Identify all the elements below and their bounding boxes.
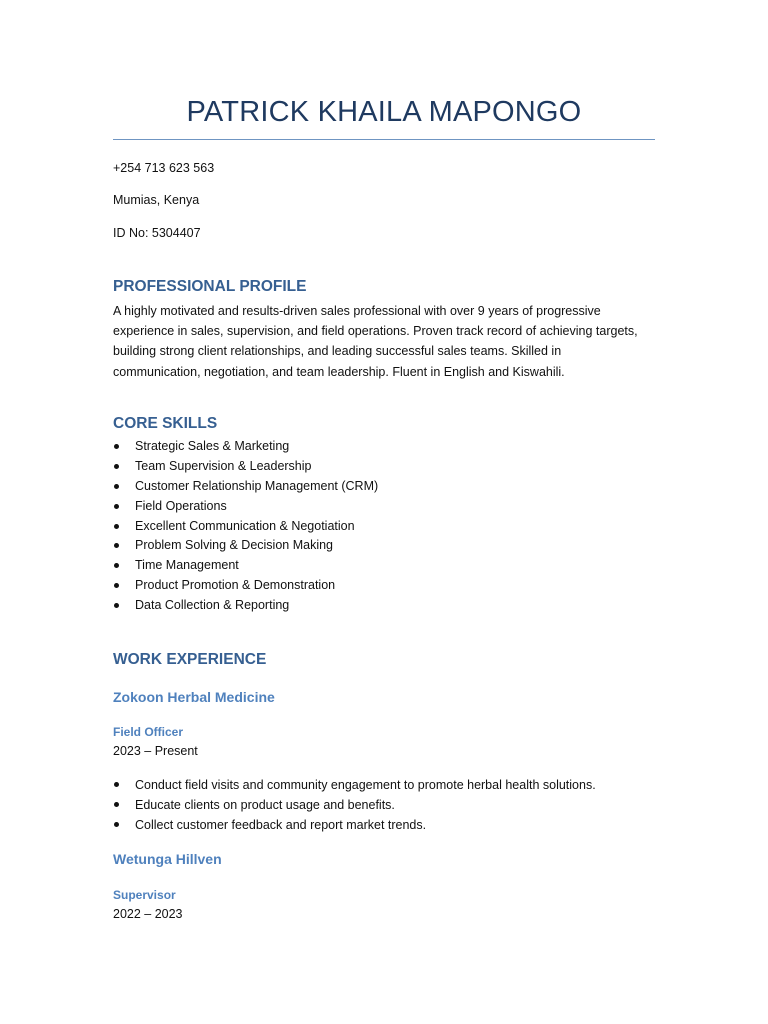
skill-label: Time Management — [135, 558, 239, 573]
bullet-icon — [114, 543, 119, 548]
list-item — [113, 775, 596, 795]
bullet-icon — [114, 444, 119, 449]
skill-label: Strategic Sales & Marketing — [135, 439, 290, 453]
duty-label: Conduct field visits and community engagement to promote herbal health solutions. — [135, 778, 596, 792]
bullet-icon — [114, 802, 119, 807]
section-title-experience: WORK EXPERIENCE — [113, 651, 267, 668]
job-role: Supervisor — [113, 888, 176, 902]
bullet-icon — [114, 822, 119, 827]
list-item — [113, 815, 596, 835]
contact-location: Mumias, Kenya — [113, 193, 200, 207]
job-dates: 2022 – 2023 — [113, 907, 183, 921]
list-item — [113, 497, 378, 517]
bullet-icon — [114, 603, 119, 608]
job-role: Field Officer — [113, 725, 184, 739]
bullet-icon — [114, 782, 119, 787]
skill-label: Excellent Communication & Negotiation — [135, 518, 355, 533]
bullet-icon — [114, 464, 119, 469]
list-item — [113, 457, 378, 477]
list-item — [113, 437, 378, 457]
skills-list — [113, 437, 378, 616]
candidate-name: PATRICK KHAILA MAPONGO — [186, 96, 582, 128]
skill-label: Customer Relationship Management (CRM) — [135, 478, 379, 493]
skill-label: Product Promotion & Demonstration — [135, 578, 336, 593]
list-item — [113, 576, 378, 596]
skill-label: Data Collection & Reporting — [135, 598, 290, 613]
contact-id-number: ID No: 5304407 — [113, 226, 201, 240]
bullet-icon — [114, 504, 119, 509]
skill-label: Problem Solving & Decision Making — [135, 538, 334, 553]
job-duties-list — [113, 775, 596, 836]
list-item — [113, 556, 378, 576]
list-item — [113, 477, 378, 497]
section-title-skills: CORE SKILLS — [113, 415, 218, 432]
list-item — [113, 596, 378, 616]
section-title-profile: PROFESSIONAL PROFILE — [113, 278, 307, 295]
list-item — [113, 536, 378, 556]
bullet-icon — [114, 484, 119, 489]
bullet-icon — [114, 524, 119, 529]
profile-text: A highly motivated and results-driven sales professional with over 9 years of progressive experience in sales, supervision, and field operations. Proven track record of achieving targets, building strong client relationships, and leading successful sales teams. Skilled in communication, negotiation, and team leadership. Fluent in English and Kiswahili. — [113, 304, 638, 379]
skill-label: Team Supervision & Leadership — [135, 458, 312, 473]
header-divider — [113, 139, 655, 140]
skill-label: Field Operations — [135, 498, 227, 513]
bullet-icon — [114, 583, 119, 588]
list-item — [113, 517, 378, 537]
bullet-icon — [114, 563, 119, 568]
list-item — [113, 795, 596, 815]
contact-phone: +254 713 623 563 — [113, 161, 215, 175]
duty-label: Collect customer feedback and report market trends. — [135, 818, 427, 833]
duty-label: Educate clients on product usage and benefits. — [135, 798, 395, 813]
job-company: Wetunga Hillven — [113, 851, 222, 867]
job-company: Zokoon Herbal Medicine — [113, 689, 275, 705]
job-dates: 2023 – Present — [113, 744, 198, 758]
